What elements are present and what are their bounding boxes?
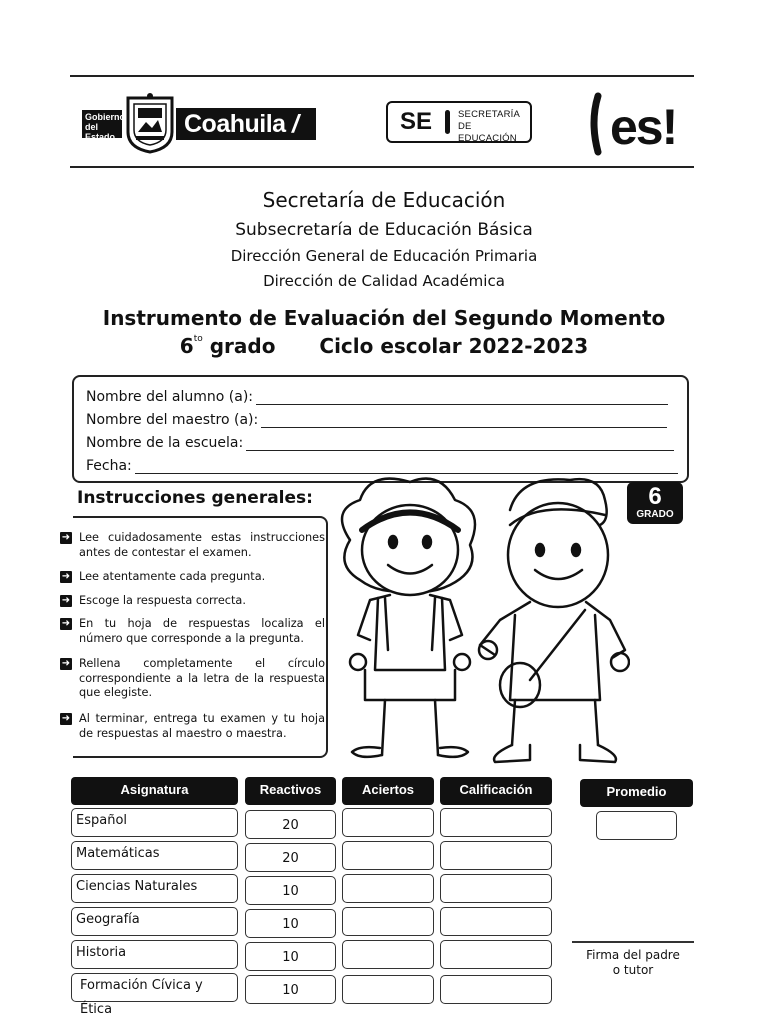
header-aciertos: Aciertos [342,777,434,805]
es-logo-text: es! [610,99,677,155]
arrow-right-icon: ➜ [61,595,71,606]
header-bottom-rule [70,166,694,168]
header-asignatura: Asignatura [71,777,238,805]
arrow-right-icon: ➜ [61,532,71,543]
boy-figure [479,479,629,762]
se-long-line-2: DE EDUCACIÓN [458,121,517,144]
school-name-line[interactable] [246,436,674,451]
es-logo [588,90,694,156]
student-name-row[interactable] [86,385,668,405]
arrow-right-icon: ➜ [61,618,71,629]
grade-badge-label: GRADO [636,509,674,520]
subsecretaria-heading: Subsecretaría de Educación Básica [235,220,533,240]
state-seal-icon [122,92,178,154]
header-reactivos: Reactivos [245,777,336,805]
arrow-right-icon: ➜ [61,571,71,582]
header-promedio: Promedio [580,779,693,807]
exam-title: Instrumento de Evaluación del Segundo Momento [102,306,666,330]
aciertos-input[interactable] [342,907,434,936]
instructions-title: Instrucciones generales: [77,488,313,508]
instruction-text: Al terminar, entrega tu examen y tu hoja de respuestas al maestro o maestra. [79,712,325,740]
date-label: Fecha: [86,458,132,474]
se-short-text: SE [400,108,433,135]
aciertos-input[interactable] [342,808,434,837]
student-name-line[interactable] [256,390,668,405]
calificacion-input[interactable] [440,874,552,903]
subject-cell: Matemáticas [71,841,238,870]
aciertos-input[interactable] [342,874,434,903]
gobierno-text: Gobierno del Estado [85,112,125,142]
coahuila-text: Coahuila [184,110,286,138]
calificacion-input[interactable] [440,975,552,1004]
signature-label-line-2: o tutor [612,963,654,977]
reactivos-cell: 20 [245,810,336,839]
signature-line[interactable] [572,941,694,943]
arrow-right-icon: ➜ [61,713,71,724]
student-name-label: Nombre del alumno (a): [86,389,254,405]
calificacion-input[interactable] [440,808,552,837]
reactivos-cell: 10 [245,876,336,905]
reactivos-cell: 10 [245,975,336,1004]
calificacion-input[interactable] [440,940,552,969]
instruction-text: Lee atentamente cada pregunta. [79,570,266,583]
grade-badge-number: 6 [648,483,662,510]
direccion-calidad-heading: Dirección de Calidad Académica [263,272,505,290]
calificacion-input[interactable] [440,841,552,870]
grade-cycle-line [0,334,768,358]
subject-cell: Historia [71,940,238,969]
reactivos-cell: 10 [245,942,336,971]
student-info-box [72,375,689,483]
aciertos-input[interactable] [342,940,434,969]
instruction-text: En tu hoja de respuestas localiza el número que corresponde a la pregunta. [79,617,325,645]
header-calificacion: Calificación [440,777,552,805]
reactivos-cell: 20 [245,843,336,872]
teacher-name-row[interactable] [86,408,667,428]
header-top-rule [70,75,694,77]
subject-cell: Formación Cívica y Ética [71,973,238,1002]
instruction-text: Lee cuidadosamente estas instrucciones antes de contestar el examen. [79,531,325,559]
children-illustration [330,470,630,775]
coahuila-logo: Coahuila / [176,108,316,140]
subject-cell: Español [71,808,238,837]
aciertos-input[interactable] [342,841,434,870]
subject-cell: Geografía [71,907,238,936]
calificacion-input[interactable] [440,907,552,936]
parent-signature-label [572,948,694,978]
grade-superscript: to [193,334,203,344]
se-long-text [458,109,530,145]
se-long-line-1: SECRETARÍA [458,109,521,120]
direccion-general-heading: Dirección General de Educación Primaria [230,247,538,265]
aciertos-input[interactable] [342,975,434,1004]
secretaria-heading: Secretaría de Educación [262,188,506,212]
se-divider [445,110,450,134]
school-name-row[interactable] [86,431,674,451]
arrow-right-icon: ➜ [61,658,71,669]
se-logo [386,101,532,143]
teacher-name-line[interactable] [261,413,667,428]
school-name-label: Nombre de la escuela: [86,435,244,451]
promedio-input[interactable] [596,811,677,840]
instruction-text: Escoge la respuesta correcta. [79,594,246,607]
grade-badge [627,482,683,524]
girl-figure [342,479,475,757]
grade-number: 6 [179,334,194,358]
instruction-text: Rellena completamente el círculo correspondiente a la letra de la respuesta que elegiste. [79,657,325,699]
school-cycle: Ciclo escolar 2022-2023 [319,334,589,358]
grade-word: grado [209,334,276,358]
reactivos-cell: 10 [245,909,336,938]
subject-cell: Ciencias Naturales [71,874,238,903]
gobierno-logo [82,110,125,142]
signature-label-line-1: Firma del padre [586,948,680,962]
teacher-name-label: Nombre del maestro (a): [86,412,259,428]
